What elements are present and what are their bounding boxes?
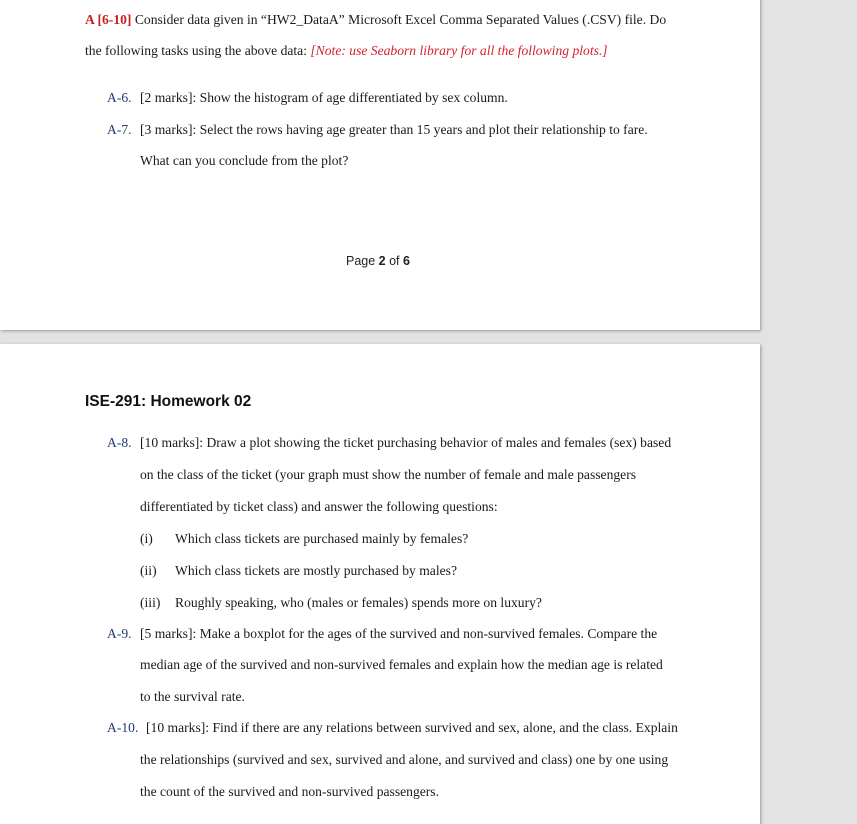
item-label: A-6. xyxy=(107,90,132,105)
subitem-text: Roughly speaking, who (males or females) spends more on luxury? xyxy=(175,595,542,610)
intro-text-2: the following tasks using the above data: xyxy=(85,43,311,58)
seaborn-note: [Note: use Seaborn library for all the following plots.] xyxy=(310,43,608,58)
item-a7 xyxy=(107,122,132,138)
footer-current-page: 2 xyxy=(378,254,386,268)
item-a8-text-3: differentiated by ticket class) and answer the following questions: xyxy=(140,499,498,514)
page-heading: ISE-291: Homework 02 xyxy=(85,393,252,410)
item-a7-text-1: [3 marks]: Select the rows having age greater than 15 years and plot their relationship to fare. xyxy=(140,122,648,137)
item-label: A-8. xyxy=(107,435,132,450)
item-a9-text-3: to the survival rate. xyxy=(140,689,245,704)
item-label: A-9. xyxy=(107,626,132,641)
footer-of: of xyxy=(385,254,403,268)
subitem-label: (iii) xyxy=(140,595,161,610)
item-label: A-10. xyxy=(107,720,139,735)
item-a10-text-3: the count of the survived and non-survived passengers. xyxy=(140,784,439,799)
intro-line-2 xyxy=(85,43,608,59)
subitem-text: Which class tickets are mostly purchased by males? xyxy=(175,563,457,578)
item-a6-text: [2 marks]: Show the histogram of age differentiated by sex column. xyxy=(140,90,508,105)
item-label: A-7. xyxy=(107,122,132,137)
item-a10 xyxy=(107,720,138,736)
item-a9-text-1: [5 marks]: Make a boxplot for the ages of the survived and non-survived females. Compare the xyxy=(140,626,658,641)
item-a9 xyxy=(107,626,132,642)
item-a10-text-1: [10 marks]: Find if there are any relations between survived and sex, alone, and the class. Explain xyxy=(146,720,678,735)
document-page-3 xyxy=(0,344,760,824)
section-label: A [6-10] xyxy=(85,12,132,27)
page-number-footer xyxy=(346,254,410,268)
intro-line-1 xyxy=(85,12,666,28)
item-a8 xyxy=(107,435,132,451)
subitem-text: Which class tickets are purchased mainly by females? xyxy=(175,531,469,546)
item-a7-text-2: What can you conclude from the plot? xyxy=(140,153,349,168)
item-a6 xyxy=(107,90,132,106)
subitem-label: (i) xyxy=(140,531,153,546)
item-a10-text-2: the relationships (survived and sex, survived and alone, and survived and class) one by one using xyxy=(140,752,669,767)
footer-total-pages: 6 xyxy=(403,254,410,268)
item-a8-text-2: on the class of the ticket (your graph must show the number of female and male passengers xyxy=(140,467,637,482)
item-a8-text-1: [10 marks]: Draw a plot showing the ticket purchasing behavior of males and females (sex) based xyxy=(140,435,672,450)
footer-prefix: Page xyxy=(346,254,379,268)
intro-text-1: Consider data given in “HW2_DataA” Microsoft Excel Comma Separated Values (.CSV) file. Do xyxy=(131,12,667,27)
item-a9-text-2: median age of the survived and non-survived females and explain how the median age is related xyxy=(140,657,663,672)
subitem-label: (ii) xyxy=(140,563,157,578)
document-page-2 xyxy=(0,0,760,330)
